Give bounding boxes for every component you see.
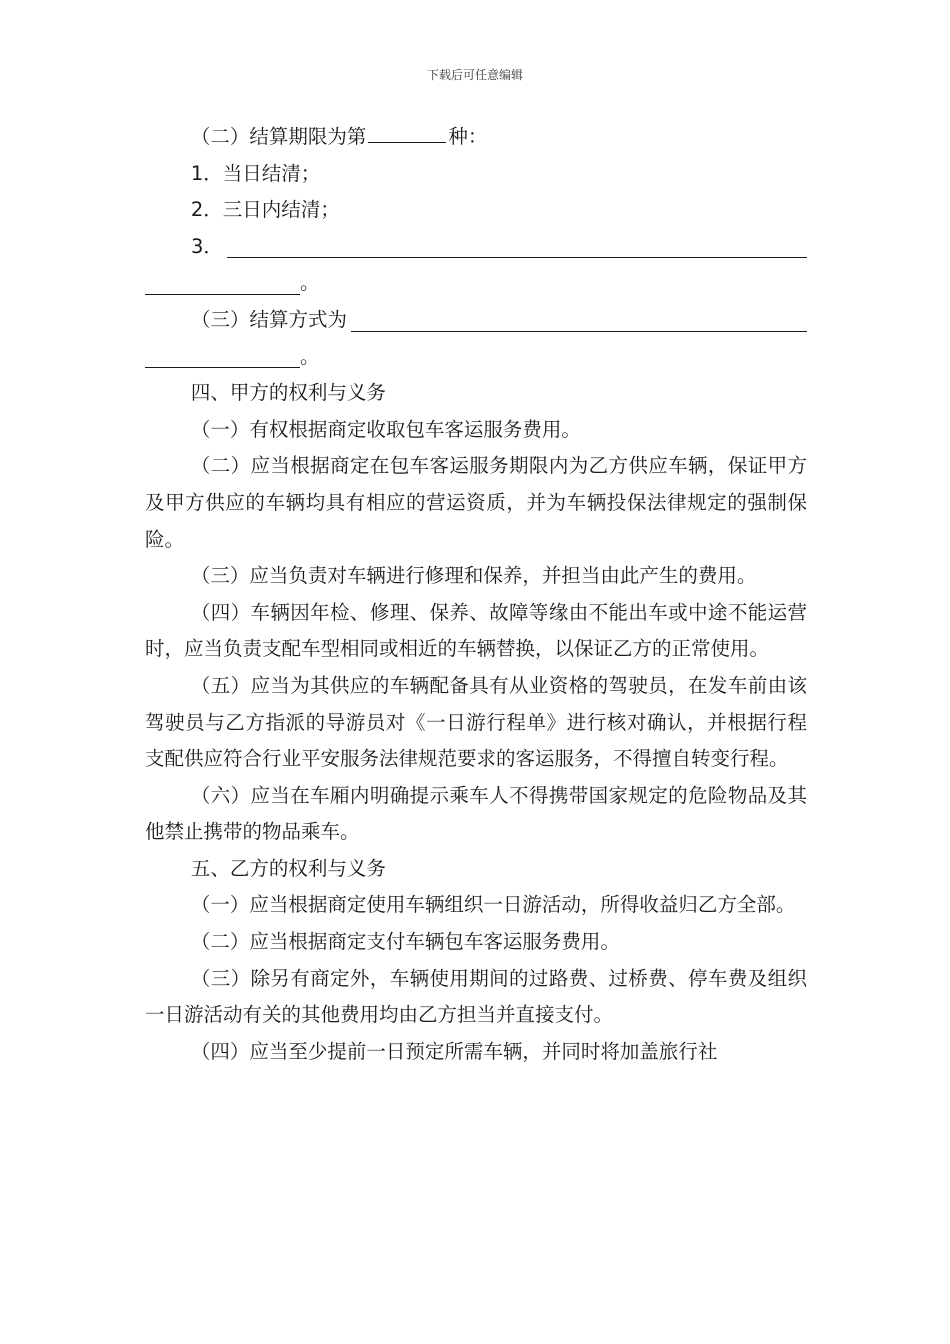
section5-item-1: （一）应当根据商定使用车辆组织一日游活动，所得收益归乙方全部。 <box>190 893 796 917</box>
section4-item-6: （六）应当在车厢内明确提示乘车人不得携带国家规定的危险物品及其他禁止携带的物品乘车。 <box>145 783 807 844</box>
section4-item-5: （五）应当为其供应的车辆配备具有从业资格的驾驶员，在发车前由该驾驶员与乙方指派的导游员对《一日游行程单》进行核对确认，并根据行程支配供应符合行业平安服务法律规范要求的客运服务，不得擅自转变行程。 <box>145 673 807 771</box>
option-3-blank[interactable] <box>227 233 807 258</box>
method-blank-cont[interactable] <box>145 343 300 368</box>
section4-item-4: （四）车辆因年检、修理、保养、故障等缘由不能出车或中途不能运营时，应当负责支配车型相同或相近的车辆替换，以保证乙方的正常使用。 <box>145 600 807 661</box>
settlement-option-3: 3． <box>145 229 807 266</box>
section5-heading: 五、乙方的权利与义务 <box>190 856 386 880</box>
option-3-continuation: 。 <box>145 265 807 302</box>
settlement-method-line: （三）结算方式为 <box>145 302 807 339</box>
method-blank[interactable] <box>351 307 807 332</box>
section4-item-3: （三）应当负责对车辆进行修理和保养，并担当由此产生的费用。 <box>190 564 757 588</box>
settlement-period-line: （二）结算期限为第 种： <box>145 118 807 156</box>
section4-item-1: （一）有权根据商定收取包车客运服务费用。 <box>190 417 581 441</box>
settlement-option-1: 1．当日结清； <box>190 161 321 185</box>
method-continuation: 。 <box>145 339 807 376</box>
option-3-blank-cont[interactable] <box>145 270 300 295</box>
settlement-option-2: 2．三日内结清； <box>190 198 340 222</box>
section5-item-2: （二）应当根据商定支付车辆包车客运服务费用。 <box>190 930 620 954</box>
section4-item-2: （二）应当根据商定在包车客运服务期限内为乙方供应车辆，保证甲方及甲方供应的车辆均具有相应的营运资质，并为车辆投保法律规定的强制保险。 <box>145 454 807 551</box>
section5-item-3: （三）除另有商定外，车辆使用期间的过路费、过桥费、停车费及组织一日游活动有关的其他费用均由乙方担当并直接支付。 <box>145 966 807 1027</box>
section5-item-4: （四）应当至少提前一日预定所需车辆，并同时将加盖旅行社 <box>190 1039 718 1063</box>
section4-heading: 四、甲方的权利与义务 <box>190 381 386 405</box>
page-header-note: 下载后可任意编辑 <box>426 68 523 82</box>
document-body <box>145 118 807 1070</box>
period-blank[interactable] <box>368 118 446 143</box>
